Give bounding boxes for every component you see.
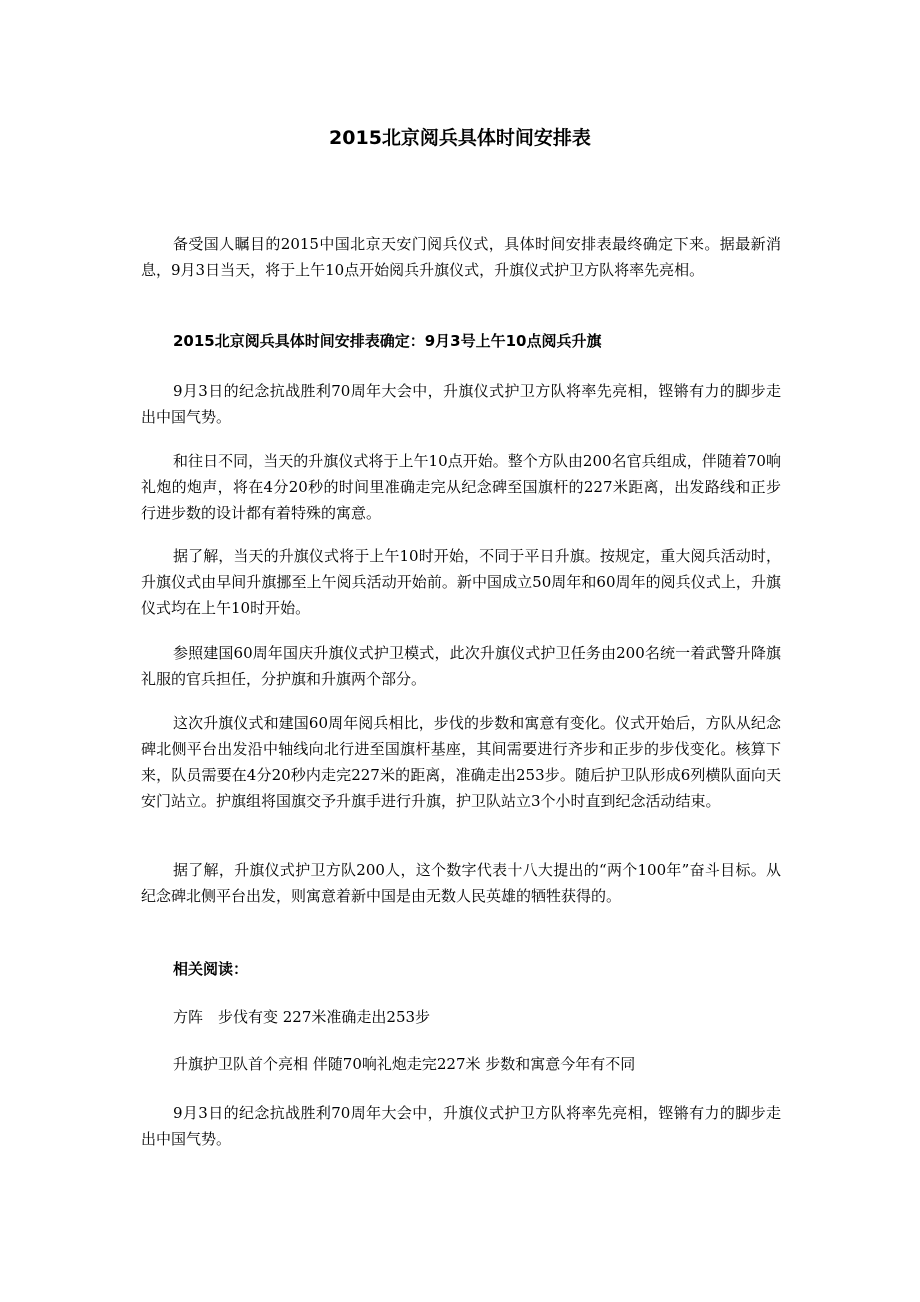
closing-paragraph: 9月3日的纪念抗战胜利70周年大会中，升旗仪式护卫方队将率先亮相，铿锵有力的脚步走出中国气势。 — [141, 1104, 781, 1148]
body-paragraph-2: 和往日不同，当天的升旗仪式将于上午10点开始。整个方队由200名官兵组成，伴随着70响礼炮的炮声，将在4分20秒的时间里准确走完从纪念碑至国旗杆的227米距离，出发路线和正步行进步数的设计都有着特殊的寓意。 — [141, 452, 781, 522]
related-link-2[interactable]: 升旗护卫队首个亮相 伴随70响礼炮走完227米 步数和寓意今年有不同 — [173, 1055, 636, 1073]
related-reading-heading: 相关阅读： — [173, 960, 249, 978]
section-subheading: 2015北京阅兵具体时间安排表确定：9月3号上午10点阅兵升旗 — [173, 332, 602, 350]
body-paragraph-6: 据了解，升旗仪式护卫方队200人，这个数字代表十八大提出的“两个100年”奋斗目标。从纪念碑北侧平台出发，则寓意着新中国是由无数人民英雄的牺牲获得的。 — [141, 861, 781, 905]
body-paragraph-1: 9月3日的纪念抗战胜利70周年大会中，升旗仪式护卫方队将率先亮相，铿锵有力的脚步走出中国气势。 — [141, 382, 781, 426]
body-paragraph-5: 这次升旗仪式和建国60周年阅兵相比，步伐的步数和寓意有变化。仪式开始后，方队从纪念碑北侧平台出发沿中轴线向北行进至国旗杆基座，其间需要进行齐步和正步的步伐变化。核算下来，队员需要在4分20秒内走完227米的距离，准确走出253步。随后护卫队形成6列横队面向天安门站立。护旗组将国旗交予升旗手进行升旗，护卫队站立3个小时直到纪念活动结束。 — [141, 714, 781, 810]
related-link-1[interactable]: 方阵 步伐有变 227米准确走出253步 — [173, 1008, 431, 1026]
document-title: 2015北京阅兵具体时间安排表 — [329, 127, 591, 149]
body-paragraph-4: 参照建国60周年国庆升旗仪式护卫模式，此次升旗仪式护卫任务由200名统一着武警升降旗礼服的官兵担任，分护旗和升旗两个部分。 — [141, 644, 781, 688]
intro-paragraph: 备受国人瞩目的2015中国北京天安门阅兵仪式，具体时间安排表最终确定下来。据最新消息，9月3日当天，将于上午10点开始阅兵升旗仪式，升旗仪式护卫方队将率先亮相。 — [141, 235, 781, 279]
body-paragraph-3: 据了解，当天的升旗仪式将于上午10时开始，不同于平日升旗。按规定，重大阅兵活动时，升旗仪式由早间升旗挪至上午阅兵活动开始前。新中国成立50周年和60周年的阅兵仪式上，升旗仪式均在上午10时开始。 — [141, 547, 781, 617]
